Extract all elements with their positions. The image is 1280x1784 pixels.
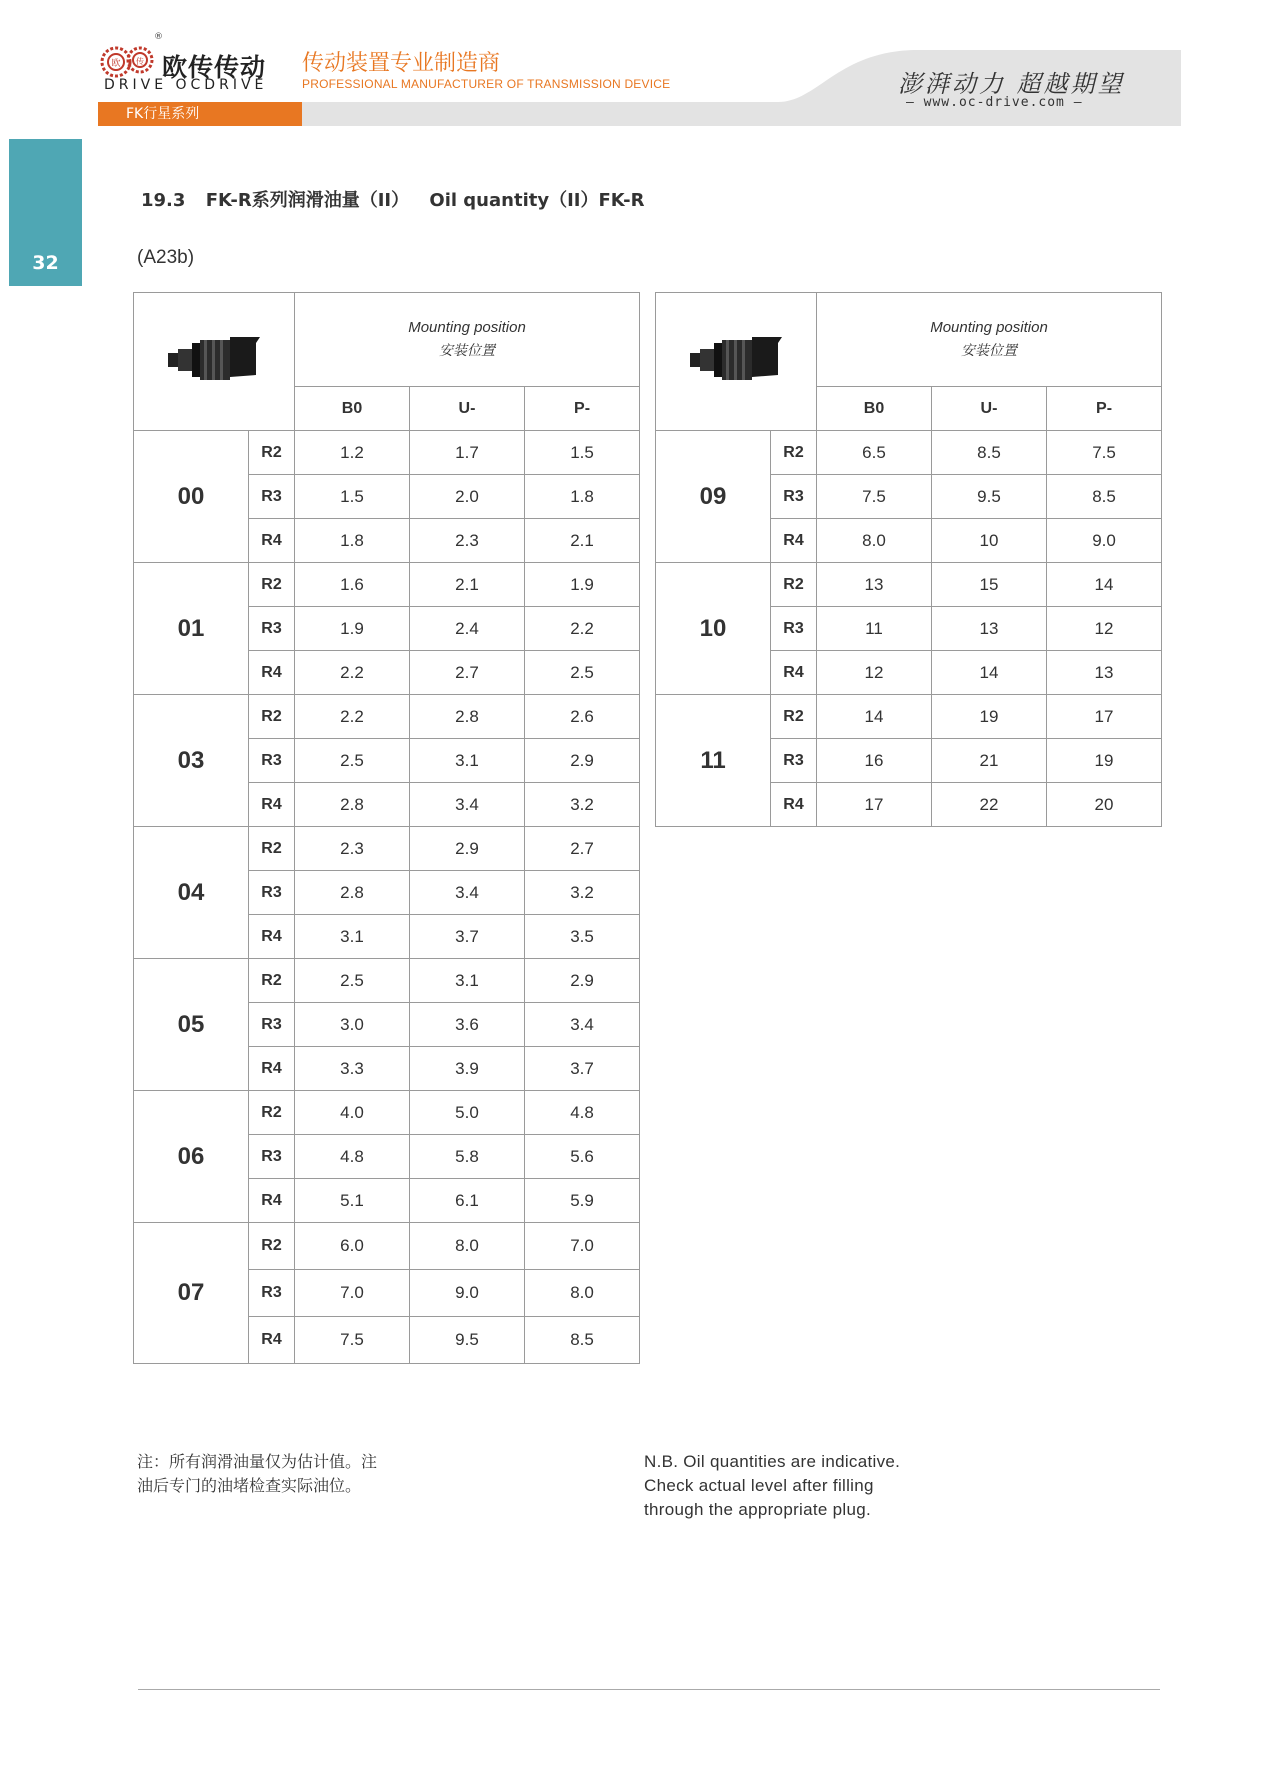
note-en [644, 1450, 900, 1522]
ratio-cell: R3 [249, 739, 295, 783]
table-code: (A23b) [137, 247, 195, 268]
website-link[interactable]: — www.oc-drive.com — [906, 95, 1083, 110]
ratio-cell: R4 [249, 1179, 295, 1223]
oil-value-cell: 3.4 [525, 1003, 640, 1047]
oil-value-cell: 8.5 [525, 1317, 640, 1364]
oil-value-cell: 1.8 [295, 519, 410, 563]
oil-value-cell: 7.0 [525, 1223, 640, 1270]
registered-mark: ® [154, 32, 163, 42]
gear-motor-icon [164, 331, 264, 387]
brand-name-en: DRIVE OCDRIVE [104, 77, 268, 93]
ratio-cell: R4 [249, 915, 295, 959]
size-cell: 11 [656, 695, 771, 827]
page-number: 32 [32, 252, 59, 274]
oil-value-cell: 20 [1047, 783, 1162, 827]
section-number: 19.3 [141, 190, 186, 211]
oil-value-cell: 4.8 [525, 1091, 640, 1135]
oil-value-cell: 3.1 [295, 915, 410, 959]
size-cell: 10 [656, 563, 771, 695]
oil-value-cell: 3.0 [295, 1003, 410, 1047]
table-body-left [134, 431, 640, 1364]
ratio-cell: R4 [249, 1047, 295, 1091]
table-row [134, 959, 640, 1003]
section-title-en: Oil quantity（II）FK-R [429, 190, 645, 211]
footer-divider [138, 1689, 1160, 1690]
size-cell: 01 [134, 563, 249, 695]
ratio-cell: R3 [771, 607, 817, 651]
oil-value-cell: 2.5 [295, 739, 410, 783]
slogan-cn: 传动装置专业制造商 [302, 51, 501, 76]
oil-value-cell: 3.4 [410, 783, 525, 827]
oil-value-cell: 13 [817, 563, 932, 607]
ratio-cell: R3 [771, 475, 817, 519]
oil-value-cell: 3.4 [410, 871, 525, 915]
column-header-u: U- [932, 387, 1047, 431]
oil-value-cell: 1.5 [295, 475, 410, 519]
ratio-cell: R3 [249, 1270, 295, 1317]
oil-value-cell: 1.2 [295, 431, 410, 475]
gear-motor-image [656, 293, 817, 431]
oil-value-cell: 7.5 [817, 475, 932, 519]
oil-value-cell: 2.7 [525, 827, 640, 871]
oil-value-cell: 7.5 [1047, 431, 1162, 475]
note-cn [137, 1450, 377, 1498]
oil-quantity-table-right [655, 292, 1162, 827]
oil-value-cell: 17 [1047, 695, 1162, 739]
oil-value-cell: 2.0 [410, 475, 525, 519]
oil-value-cell: 1.9 [295, 607, 410, 651]
ratio-cell: R4 [771, 783, 817, 827]
note-cn-line: 注：所有润滑油量仅为估计值。注 [137, 1452, 378, 1471]
oil-value-cell: 21 [932, 739, 1047, 783]
oil-value-cell: 4.0 [295, 1091, 410, 1135]
oil-value-cell: 3.7 [525, 1047, 640, 1091]
oil-value-cell: 2.2 [295, 695, 410, 739]
oil-value-cell: 16 [817, 739, 932, 783]
svg-text:传: 传 [136, 57, 144, 66]
ratio-cell: R3 [249, 1003, 295, 1047]
table-row [656, 695, 1162, 739]
oil-value-cell: 3.1 [410, 739, 525, 783]
oil-value-cell: 8.0 [817, 519, 932, 563]
oil-value-cell: 1.9 [525, 563, 640, 607]
oil-value-cell: 3.6 [410, 1003, 525, 1047]
mounting-position-en: Mounting position [408, 319, 526, 336]
mounting-position-cn: 安装位置 [961, 342, 1018, 358]
oil-value-cell: 12 [1047, 607, 1162, 651]
oil-value-cell: 13 [1047, 651, 1162, 695]
oil-value-cell: 10 [932, 519, 1047, 563]
series-tab: FK行星系列 [98, 102, 302, 126]
slogan-en: PROFESSIONAL MANUFACTURER OF TRANSMISSION DEVICE [302, 77, 671, 91]
oil-value-cell: 2.7 [410, 651, 525, 695]
ratio-cell: R4 [249, 783, 295, 827]
size-cell: 04 [134, 827, 249, 959]
oil-value-cell: 1.5 [525, 431, 640, 475]
oil-quantity-table-left [133, 292, 640, 1364]
oil-value-cell: 1.8 [525, 475, 640, 519]
oil-value-cell: 19 [1047, 739, 1162, 783]
oil-value-cell: 3.5 [525, 915, 640, 959]
oil-value-cell: 6.0 [295, 1223, 410, 1270]
oil-value-cell: 3.7 [410, 915, 525, 959]
oil-value-cell: 2.2 [525, 607, 640, 651]
gear-motor-icon [686, 331, 786, 387]
oil-value-cell: 8.5 [932, 431, 1047, 475]
oil-value-cell: 14 [1047, 563, 1162, 607]
oil-value-cell: 7.5 [295, 1317, 410, 1364]
ratio-cell: R2 [771, 431, 817, 475]
ratio-cell: R2 [771, 563, 817, 607]
motto: 澎湃动力 超越期望 [898, 70, 1125, 98]
size-cell: 05 [134, 959, 249, 1091]
size-cell: 03 [134, 695, 249, 827]
oil-value-cell: 2.5 [295, 959, 410, 1003]
ratio-cell: R2 [249, 1223, 295, 1270]
oil-value-cell: 3.3 [295, 1047, 410, 1091]
ratio-cell: R3 [249, 607, 295, 651]
oil-value-cell: 3.1 [410, 959, 525, 1003]
oil-value-cell: 7.0 [295, 1270, 410, 1317]
oil-value-cell: 19 [932, 695, 1047, 739]
oil-value-cell: 2.8 [295, 871, 410, 915]
ratio-cell: R3 [771, 739, 817, 783]
ratio-cell: R2 [249, 1091, 295, 1135]
oil-value-cell: 9.5 [932, 475, 1047, 519]
oil-value-cell: 11 [817, 607, 932, 651]
column-header-b0: B0 [817, 387, 932, 431]
mounting-position-header [817, 293, 1162, 387]
ratio-cell: R2 [249, 563, 295, 607]
column-header-p: P- [1047, 387, 1162, 431]
brand-name-cn: 欧传传动 [162, 53, 267, 82]
oil-value-cell: 2.4 [410, 607, 525, 651]
oil-value-cell: 15 [932, 563, 1047, 607]
oil-value-cell: 9.0 [1047, 519, 1162, 563]
table-body-right [656, 431, 1162, 827]
oil-value-cell: 1.6 [295, 563, 410, 607]
ratio-cell: R2 [249, 827, 295, 871]
oil-value-cell: 9.5 [410, 1317, 525, 1364]
oil-value-cell: 8.0 [525, 1270, 640, 1317]
note-en-line: through the appropriate plug. [644, 1500, 872, 1519]
oil-value-cell: 5.6 [525, 1135, 640, 1179]
table-row [134, 431, 640, 475]
column-header-b0: B0 [295, 387, 410, 431]
oil-value-cell: 4.8 [295, 1135, 410, 1179]
oil-value-cell: 8.0 [410, 1223, 525, 1270]
oil-value-cell: 2.9 [525, 959, 640, 1003]
oil-value-cell: 2.9 [410, 827, 525, 871]
oil-value-cell: 2.3 [410, 519, 525, 563]
table-row [134, 1223, 640, 1270]
table-row [134, 695, 640, 739]
ratio-cell: R4 [249, 1317, 295, 1364]
oil-value-cell: 2.5 [525, 651, 640, 695]
svg-text:欧: 欧 [111, 59, 121, 69]
oil-value-cell: 5.9 [525, 1179, 640, 1223]
mounting-position-en: Mounting position [930, 319, 1048, 336]
section-title [141, 186, 658, 212]
oil-value-cell: 12 [817, 651, 932, 695]
ratio-cell: R2 [249, 431, 295, 475]
ratio-cell: R2 [771, 695, 817, 739]
oil-value-cell: 13 [932, 607, 1047, 651]
gear-motor-image [134, 293, 295, 431]
oil-value-cell: 2.8 [410, 695, 525, 739]
ratio-cell: R3 [249, 475, 295, 519]
table-row [134, 1091, 640, 1135]
oil-value-cell: 2.2 [295, 651, 410, 695]
size-cell: 06 [134, 1091, 249, 1223]
ratio-cell: R4 [771, 519, 817, 563]
oil-value-cell: 14 [932, 651, 1047, 695]
oil-value-cell: 6.5 [817, 431, 932, 475]
size-cell: 09 [656, 431, 771, 563]
note-cn-line: 油后专门的油堵检查实际油位。 [137, 1476, 362, 1495]
section-title-cn: FK-R系列润滑油量（II） [205, 190, 410, 211]
note-en-line: N.B. Oil quantities are indicative. [644, 1452, 901, 1471]
mounting-position-cn: 安装位置 [439, 342, 496, 358]
page-tab [9, 139, 82, 286]
oil-value-cell: 9.0 [410, 1270, 525, 1317]
note-en-line: Check actual level after filling [644, 1476, 874, 1495]
oil-value-cell: 22 [932, 783, 1047, 827]
oil-value-cell: 2.1 [525, 519, 640, 563]
table-row [656, 563, 1162, 607]
ratio-cell: R4 [249, 519, 295, 563]
oil-value-cell: 5.8 [410, 1135, 525, 1179]
oil-value-cell: 17 [817, 783, 932, 827]
ratio-cell: R3 [249, 871, 295, 915]
table-row [134, 827, 640, 871]
oil-value-cell: 2.1 [410, 563, 525, 607]
column-header-u: U- [410, 387, 525, 431]
oil-value-cell: 2.9 [525, 739, 640, 783]
ratio-cell: R2 [249, 695, 295, 739]
oil-value-cell: 14 [817, 695, 932, 739]
oil-value-cell: 2.6 [525, 695, 640, 739]
oil-value-cell: 2.3 [295, 827, 410, 871]
oil-value-cell: 3.9 [410, 1047, 525, 1091]
oil-value-cell: 5.0 [410, 1091, 525, 1135]
size-cell: 07 [134, 1223, 249, 1364]
oil-value-cell: 1.7 [410, 431, 525, 475]
oil-value-cell: 6.1 [410, 1179, 525, 1223]
oil-value-cell: 3.2 [525, 783, 640, 827]
oil-value-cell: 2.8 [295, 783, 410, 827]
ratio-cell: R2 [249, 959, 295, 1003]
column-header-p: P- [525, 387, 640, 431]
mounting-position-header [295, 293, 640, 387]
ratio-cell: R4 [249, 651, 295, 695]
size-cell: 00 [134, 431, 249, 563]
ratio-cell: R4 [771, 651, 817, 695]
oil-value-cell: 8.5 [1047, 475, 1162, 519]
table-row [656, 431, 1162, 475]
oil-value-cell: 3.2 [525, 871, 640, 915]
table-row [134, 563, 640, 607]
oil-value-cell: 5.1 [295, 1179, 410, 1223]
ratio-cell: R3 [249, 1135, 295, 1179]
